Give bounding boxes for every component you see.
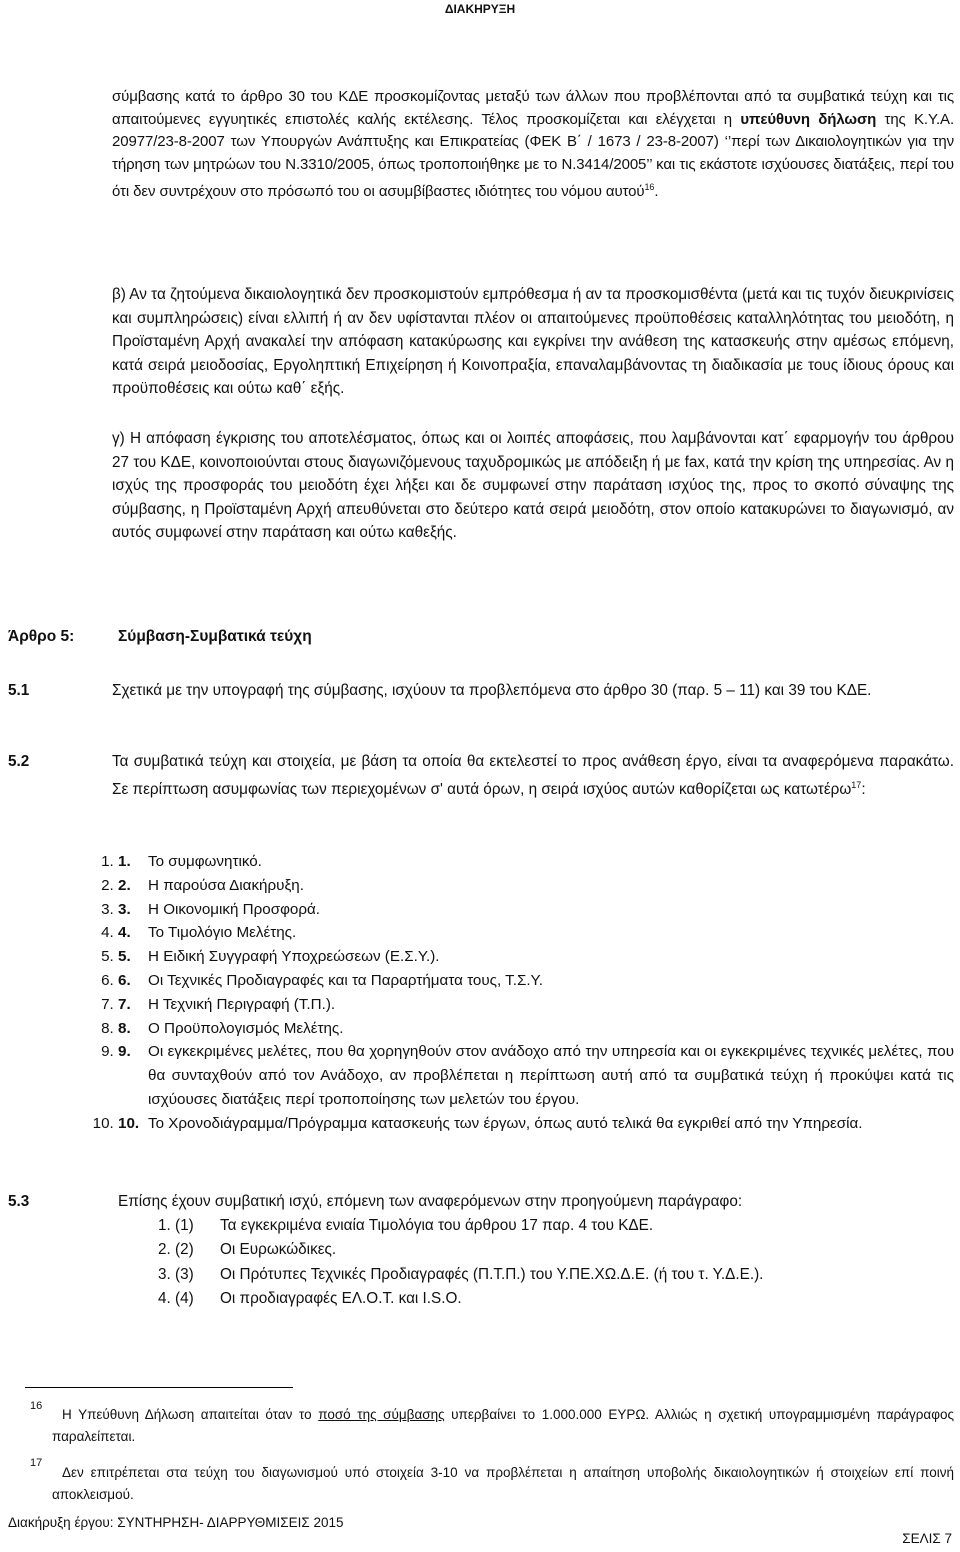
paragraph-b: β) Αν τα ζητούμενα δικαιολογητικά δεν προσκομιστούν εμπρόθεσμα ή αν τα προσκομισθέντα (μετά και τις τυχόν διευκρινίσεις και συμπληρώσεις) είναι ελλιπή ή αν δεν υφίστανται πλέον οι απαιτούμενες προϋποθέσεις καταλληλότητας του μειοδότη, η Προϊσταμένη Αρχή ανακαλεί την απόφαση κατακύρωσης και εγκρίνει την ανάθεση της κατασκευής στην αμέσως επόμενη, κατά σειρά μειοδοσίας, Εργοληπτική Επιχείρηση ή Κοινοπραξία, επαναλαμβάνοντας τη διαδικασία με τους ίδιους όρους και προϋποθέσεις και ούτω καθ΄ εξής. <box>112 286 954 397</box>
section-5-2-tail: : <box>861 780 866 798</box>
article-label: Άρθρο 5: <box>8 628 75 645</box>
footer-project: Διακήρυξη έργου: ΣΥΝΤΗΡΗΣΗ- ΔΙΑΡΡΥΘΜΙΣΕΙΣ 2015 <box>8 1515 344 1530</box>
intro-bold-text: υπεύθυνη δήλωση <box>740 110 877 128</box>
list-item-number: 4. 4. <box>118 924 131 942</box>
list-item-number: 7. 7. <box>118 995 131 1013</box>
footnote-16-underlined: ποσό της σύμβασης <box>318 1407 445 1422</box>
list-item-number: 2. 2. <box>118 876 131 894</box>
footnote-16-text <box>52 1404 954 1448</box>
footer-page-number: ΣΕΛΙΣ 7 <box>902 1531 952 1546</box>
list-item <box>175 1287 955 1311</box>
list-item <box>175 1214 955 1238</box>
footnote-ref-17[interactable]: 17 <box>851 779 862 790</box>
section-5-1-text: Σχετικά με την υπογραφή της σύμβασης, ισχύουν τα προβλεπόμενα στο άρθρο 30 (παρ. 5 – 11) και 39 του ΚΔΕ. <box>112 682 872 699</box>
list-item-text: Οι Πρότυπες Τεχνικές Προδιαγραφές (Π.Τ.Π.) του Υ.ΠΕ.ΧΩ.Δ.Ε. (ή του τ. Υ.Δ.Ε.). <box>220 1265 764 1283</box>
footnote-17-text: Δεν επιτρέπεται στα τεύχη του διαγωνισμού υπό στοιχεία 3-10 να προβλέπεται η απαίτηση υποβολής δικαιολογητικών ή στοιχείων επί ποινή αποκλεισμού. <box>52 1465 954 1502</box>
list-item-number: 9. 9. <box>118 1043 131 1061</box>
intro-tail: . <box>654 183 659 200</box>
list-item <box>118 898 954 922</box>
list-item-text: Ο Προϋπολογισμός Μελέτης. <box>148 1019 344 1037</box>
section-5-3-text: Επίσης έχουν συμβατική ισχύ, επόμενη των αναφερόμενων στην προηγούμενη παράγραφο: <box>118 1193 743 1210</box>
additional-documents-list <box>175 1214 955 1312</box>
list-item-text: Τα εγκεκριμένα ενιαία Τιμολόγια του άρθρου 17 παρ. 4 του ΚΔΕ. <box>220 1217 654 1234</box>
list-item <box>118 1040 954 1111</box>
list-item <box>118 945 954 969</box>
footnote-17-number: 17 <box>30 1457 43 1469</box>
list-item-text: Η Οικονομική Προσφορά. <box>148 900 321 918</box>
list-item <box>175 1263 955 1287</box>
contract-documents-list <box>118 850 954 1136</box>
document-header: ΔΙΑΚΗΡΥΞΗ <box>444 2 516 16</box>
list-item <box>118 993 954 1017</box>
intro-paragraph <box>112 86 954 204</box>
footnote-ref-16[interactable]: 16 <box>644 182 655 192</box>
footnote-separator <box>25 1387 293 1388</box>
list-item-number: 1. 1. <box>118 853 131 870</box>
list-item <box>118 921 954 945</box>
list-item <box>175 1238 955 1262</box>
list-item-number: 2. (2) <box>175 1241 194 1259</box>
list-item-number: 10. 10. <box>118 1114 140 1132</box>
section-5-2-text <box>112 750 954 801</box>
list-item <box>118 1112 954 1136</box>
section-5-3-number: 5.3 <box>8 1193 30 1210</box>
footnote-16-start: Η Υπεύθυνη Δήλωση απαιτείται όταν το <box>62 1407 319 1422</box>
section-5-1-number: 5.1 <box>8 682 30 699</box>
list-item-text: Η Ειδική Συγγραφή Υποχρεώσεων (Ε.Σ.Υ.). <box>148 948 440 966</box>
list-item-number: 4. (4) <box>175 1290 194 1308</box>
list-item-text: Το Τιμολόγιο Μελέτης. <box>148 924 297 942</box>
section-5-2-number: 5.2 <box>8 753 30 770</box>
list-item-number: 5. 5. <box>118 948 131 966</box>
list-item-text: Οι Ευρωκώδικες. <box>220 1241 337 1259</box>
list-item-number: 3. (3) <box>175 1265 194 1283</box>
list-item-text: Οι προδιαγραφές ΕΛ.Ο.Τ. και I.S.O. <box>220 1290 462 1308</box>
list-item-text: Η παρούσα Διακήρυξη. <box>148 876 304 894</box>
intro-line2-end: της Κ.Υ.Α. 20977/23-8-2007 των Υπουργών Ανάπτυξης και Επικρατείας (ΦΕΚ Β΄ / 1673 / 23-8-2007) ‘’περί των Δικαιολογητικών για την τήρηση των μητρώων του Ν.3310/2005, όπως τροποποιήθηκε με το Ν.3414/2005’’ και τις εκάστοτε ισχύουσες διατάξεις, περί του ότι δεν συντρέχουν στο πρόσωπό του οι ασυμβίβαστες ιδιότητες του νόμου αυτού <box>112 110 955 200</box>
article-title: Σύμβαση-Συμβατικά τεύχη <box>118 628 312 645</box>
paragraph-c: γ) Η απόφαση έγκρισης του αποτελέσματος, όπως και οι λοιπές αποφάσεις, που λαμβάνονται κατ΄ εφαρμογήν του άρθρου 27 του ΚΔΕ, κοινοποιούνται στους διαγωνιζόμενους ταχυδρομικώς με απόδειξη ή με fax, κατά την κρίση της υπηρεσίας. Αν η ισχύς της προσφοράς του μειοδότη έχει λήξει και δε συμφωνεί στην παράταση ισχύος της, προς το σκοπό σύναψης της σύμβασης, η Προϊσταμένη Αρχή απευθύνεται στο δεύτερο κατά σειρά μειοδότη, στον οποίο κατακυρώνει το διαγωνισμό, αν αυτός συμφωνεί στην παράταση και ούτω καθεξής. <box>112 430 954 541</box>
list-item-number: 8. 8. <box>118 1019 131 1037</box>
list-item-text: Οι Τεχνικές Προδιαγραφές και τα Παραρτήματα τους, Τ.Σ.Υ. <box>148 971 543 989</box>
list-item-text: Οι εγκεκριμένες μελέτες, που θα χορηγηθούν στον ανάδοχο από την υπηρεσία και οι εγκεκριμένες τεχνικές μελέτες, που θα συνταχθούν από τον Ανάδοχο, αν προβλέπεται η περίπτωση αυτή από τα συμβατικά τεύχη ή προκύψει κατά τις ισχύουσες διατάξεις περί τροποποίησης των μελετών του έργου. <box>148 1043 954 1108</box>
list-item <box>118 874 954 898</box>
list-item-number: 6. 6. <box>118 971 131 989</box>
list-item-text: Η Τεχνική Περιγραφή (Τ.Π.). <box>148 995 336 1013</box>
list-item <box>118 969 954 993</box>
footnote-16-number: 16 <box>30 1400 43 1412</box>
list-item-text: Το Χρονοδιάγραμμα/Πρόγραμμα κατασκευής των έργων, όπως αυτό τελικά θα εγκριθεί από την Υπηρεσία. <box>148 1114 863 1132</box>
list-item <box>118 850 954 874</box>
section-5-2-body: Τα συμβατικά τεύχη και στοιχεία, με βάση τα οποία θα εκτελεστεί το προς ανάθεση έργο, είναι τα αναφερόμενα παρακάτω. Σε περίπτωση ασυμφωνίας των περιεχομένων σ' αυτά όρων, η σειρά ισχύος αυτών καθορίζεται ως κατωτέρω <box>112 753 954 798</box>
list-item-number: 1. (1) <box>175 1217 194 1234</box>
intro-line2-start: Τέλος προσκομίζεται και ελέγχεται η <box>481 110 741 128</box>
list-item <box>118 1017 954 1041</box>
intro-line1: σύμβασης κατά το άρθρο 30 του ΚΔΕ προσκομίζοντας μεταξύ των άλλων που προβλέπονται από τα συμβατικά τεύχη και τις απαιτούμενες εγγυητικές επιστολές καλής εκτέλεσης. <box>112 88 954 128</box>
list-item-text: Το συμφωνητικό. <box>148 853 262 870</box>
footnote-16-end: υπερβαίνει το 1.000.000 ΕΥΡΩ. Αλλιώς η σχετική υπογραμμισμένη παράγραφος παραλείπεται. <box>52 1407 954 1444</box>
list-item-number: 3. 3. <box>118 900 131 918</box>
